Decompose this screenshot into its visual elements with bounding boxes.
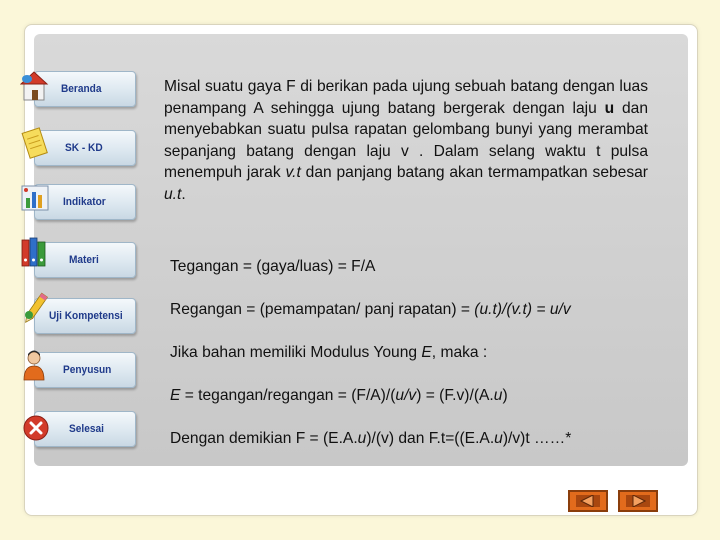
chart-icon [20,180,50,216]
main-content [164,76,648,205]
tegangan-equation: Tegangan = (gaya/luas) = F/A [170,258,376,275]
modulus-text: Jika bahan memiliki Modulus Young E, maka : [170,344,488,361]
next-slide-button[interactable] [618,490,658,512]
nav-label-beranda: Beranda [61,83,102,95]
intro-paragraph: Misal suatu gaya F di berikan pada ujung sebuah batang dengan luas penampang A sehingga ujung batang bergerak dengan laju u dan menyebabkan suatu pulsa rapatan gelombang bunyi yang merambat sepanjang batang dengan laju v . Dalam selang waktu t pulsa menempuh jarak v.t dan panjang batang akan termampatkan sebesar u.t. [164,78,649,203]
books-icon [20,234,50,270]
nav-label-sk-kd: SK - KD [65,142,103,154]
nav-label-materi: Materi [69,254,99,266]
nav-label-penyusun: Penyusun [63,364,112,376]
modulus-formula: E = tegangan/regangan = (F/A)/(u/v) = (F.v)/(A.u) [170,387,508,404]
nav-label-indikator: Indikator [63,196,106,208]
pencil-icon [20,290,50,326]
close-icon [22,412,52,448]
home-icon [20,68,50,104]
nav-label-uji-kompetensi: Uji Kompetensi [49,310,123,322]
regangan-equation: Regangan = (pemampatan/ panj rapatan) = (u.t)/(v.t) = u/v [170,301,571,318]
force-derivation: Dengan demikian F = (E.A.u)/(v) dan F.t=((E.A.u)/v)t ……* [170,430,572,447]
person-icon [20,348,50,384]
right-arrow-icon [629,495,647,507]
left-arrow-icon [579,495,597,507]
nav-label-selesai: Selesai [69,423,104,435]
previous-slide-button[interactable] [568,490,608,512]
notepad-icon [20,126,50,162]
